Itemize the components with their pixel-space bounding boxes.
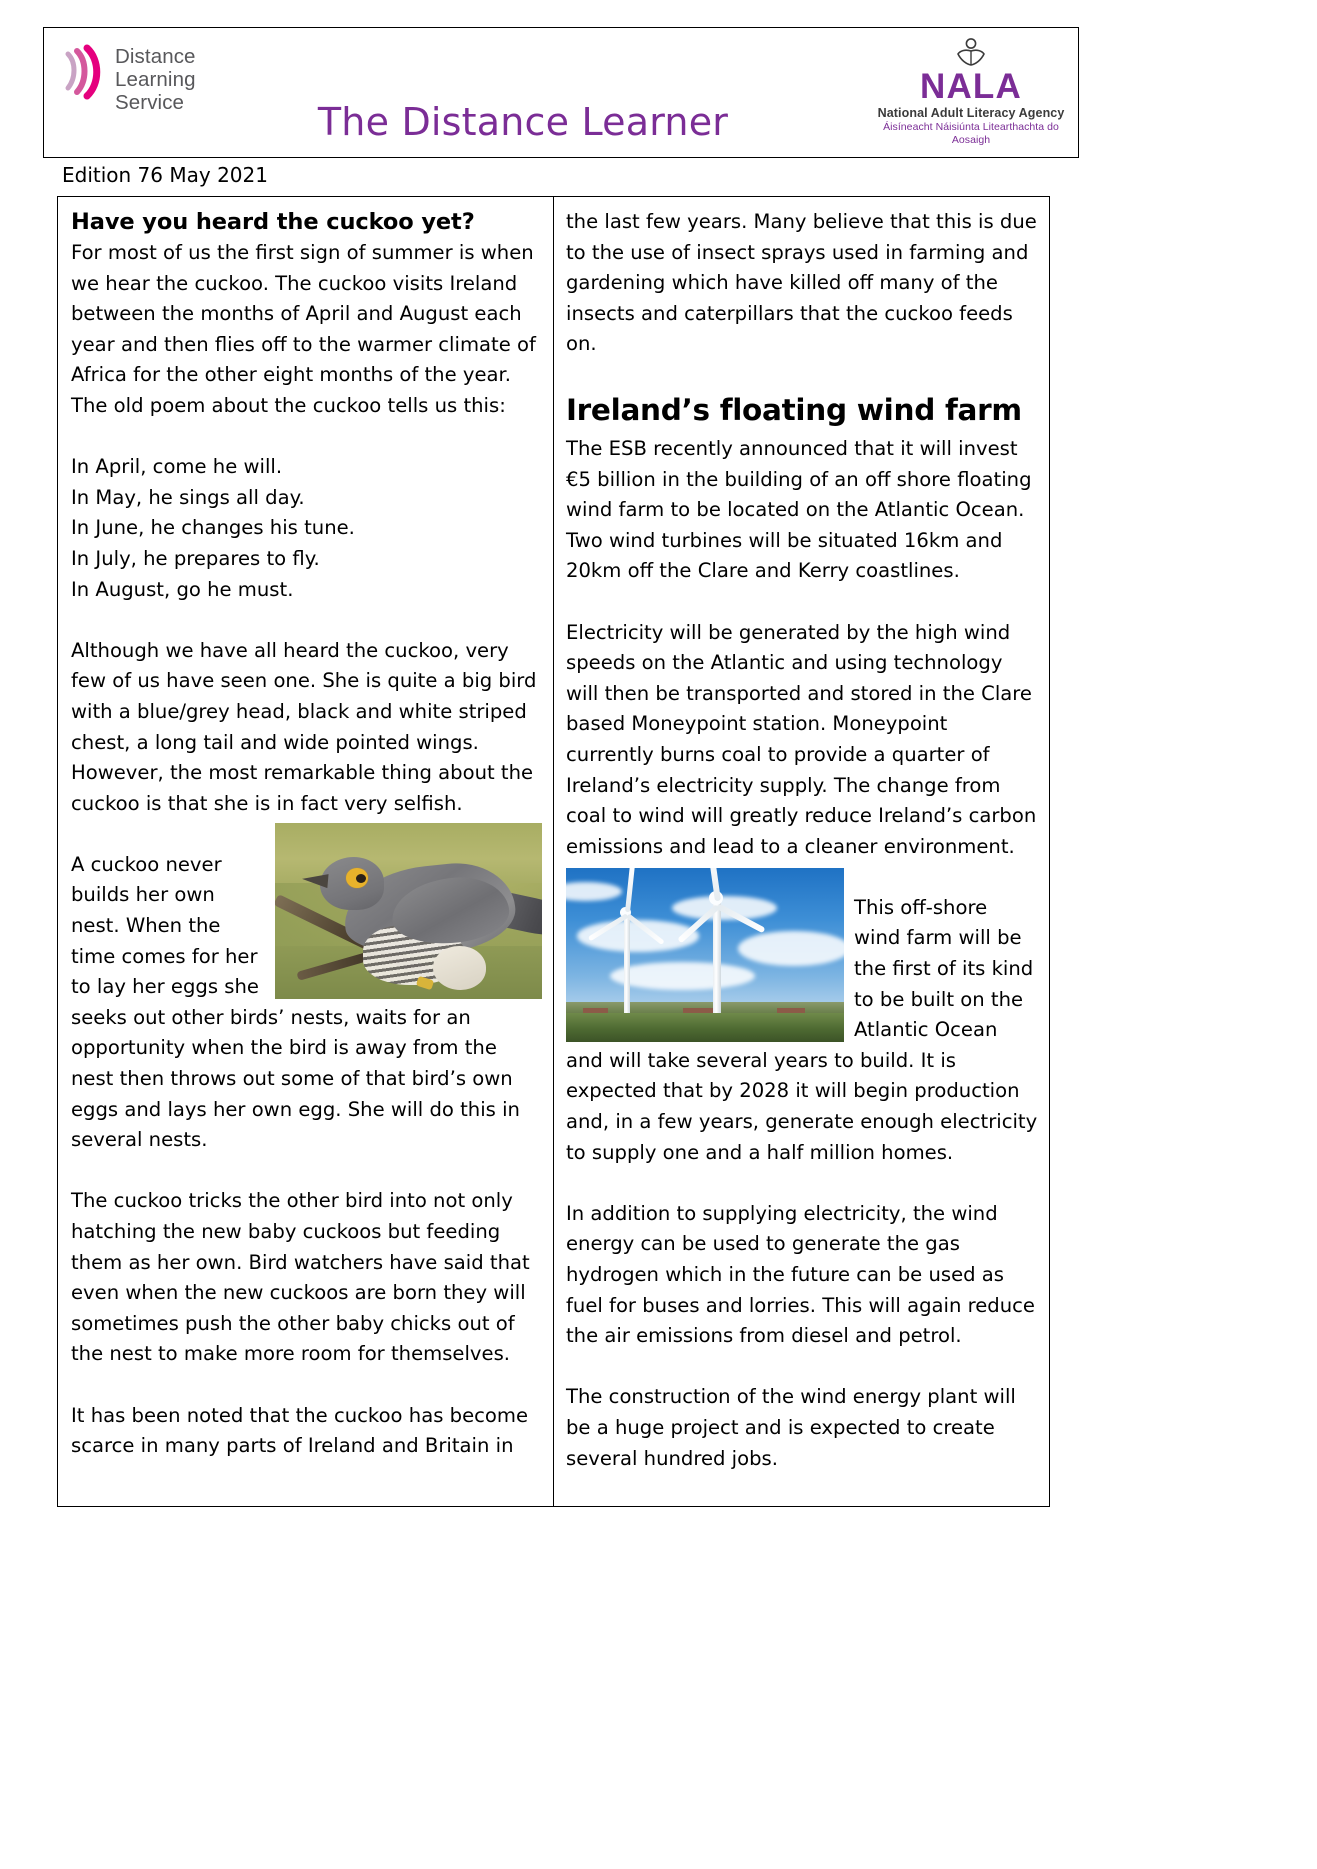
cuckoo-paragraph-4: The cuckoo tricks the other bird into not only hatching the new baby cuckoos but feeding them as her own. Bird watchers have said that even when the new cuckoos are born they will sometimes push the other baby chicks out of the nest to make more room for themselves. — [71, 1189, 530, 1366]
poem-line-3: In June, he changes his tune. — [71, 516, 355, 540]
cuckoo-article-continuation: the last few years. Many believe that this is due to the use of insect sprays used in farming and gardening which have killed off many of the insects and caterpillars that the cuckoo feeds on. — [566, 210, 1037, 356]
wind-farm-paragraph-2: Electricity will be generated by the high wind speeds on the Atlantic and using technology will then be transported and stored in the Clare based Moneypoint station. Moneypoint currently burns coal to provide a quarter of Ireland’s electricity supply. The change from coal to wind will greatly reduce Ireland’s carbon emissions and lead to a cleaner environment. — [566, 620, 1037, 858]
turbine-cloud-4 — [610, 962, 755, 990]
nala-acronym: NALA — [919, 67, 1022, 106]
masthead — [43, 27, 1079, 158]
cuckoo-paragraph-3: A cuckoo never builds her own nest. When the time comes for her to lay her eggs she seeks out other birds’ nests, waits for an opportunity when the bird is away from the nest then throws out some of that bird’s own eggs and lays her own egg. She will do this in several nests. — [71, 852, 520, 1152]
reader-book-icon — [954, 38, 988, 68]
wind-farm-paragraph-5: The construction of the wind energy plant will be a huge project and is expected to create several hundred jobs. — [566, 1385, 1016, 1470]
cuckoo-photo — [275, 823, 542, 999]
nala-logo — [876, 38, 1066, 147]
wind-farm-article-headline: Ireland’s floating wind farm — [566, 392, 1022, 427]
dls-line-1: Distance — [115, 45, 196, 68]
left-column — [58, 197, 553, 1462]
turbine-cloud-3 — [738, 931, 844, 966]
article-frame — [57, 196, 1050, 1507]
cuckoo-poem — [71, 452, 542, 605]
cuckoo-paragraph-5: It has been noted that the cuckoo has become scarce in many parts of Ireland and Britain in — [71, 1403, 529, 1458]
cuckoo-paragraph-2: Although we have all heard the cuckoo, very few of us have seen one. She is quite a big bird with a blue/grey head, black and white striped chest, a long tail and wide pointed wings. However, the most remarkable thing about the cuckoo is that she is in fact very selfish. — [71, 638, 537, 815]
poem-line-5: In August, go he must. — [71, 577, 294, 601]
dls-line-2: Learning — [115, 68, 196, 91]
wind-farm-paragraph-4: In addition to supplying electricity, the wind energy can be used to generate the gas hydrogen which in the future can be used as fuel for buses and lorries. This will again reduce the air emissions from diesel and petrol. — [566, 1201, 1035, 1348]
turbine-mast-back — [624, 912, 630, 1013]
turbine-mast-front — [713, 898, 721, 1013]
cuckoo-beak — [301, 871, 328, 887]
page-title-text: The Distance Learner — [317, 100, 729, 144]
right-column — [554, 197, 1050, 1474]
wind-turbine-photo — [566, 868, 844, 1042]
wind-farm-paragraph-1: The ESB recently announced that it will invest €5 billion in the building of an off shore floating wind farm to be located on the Atlantic Ocean. Two wind turbines will be situated 16km and 20km off the Clare and Kerry coastlines. — [566, 436, 1032, 583]
nala-english-name: National Adult Literacy Agency — [877, 106, 1065, 120]
dls-line-3: Service — [115, 91, 185, 114]
poem-line-1: In April, come he will. — [71, 455, 283, 479]
turbine-field — [566, 1013, 844, 1043]
signal-arcs-icon — [60, 44, 106, 102]
nala-irish-name: Áisíneacht Náisiúnta Litearthachta do Aosaigh — [883, 121, 1059, 146]
edition-line: Edition 76 May 2021 — [62, 163, 268, 187]
wind-farm-paragraph-3: This off-shore wind farm will be the first of its kind to be built on the Atlantic Ocean and will take several years to build. It is expected that by 2028 it will begin production and, in a few years, generate enough electricity to supply one and a half million homes. — [566, 895, 1038, 1164]
cuckoo-paragraph-1: For most of us the first sign of summer is when we hear the cuckoo. The cuckoo visits Ireland between the months of April and August each year and then flies off to the warmer climate of Africa for the other eight months of the year. The old poem about the cuckoo tells us this: — [71, 241, 536, 417]
poem-line-2: In May, he sings all day. — [71, 485, 305, 509]
poem-line-4: In July, he prepares to fly. — [71, 546, 320, 570]
cuckoo-article-headline: Have you heard the cuckoo yet? — [71, 209, 475, 235]
cuckoo-vent — [433, 946, 486, 990]
